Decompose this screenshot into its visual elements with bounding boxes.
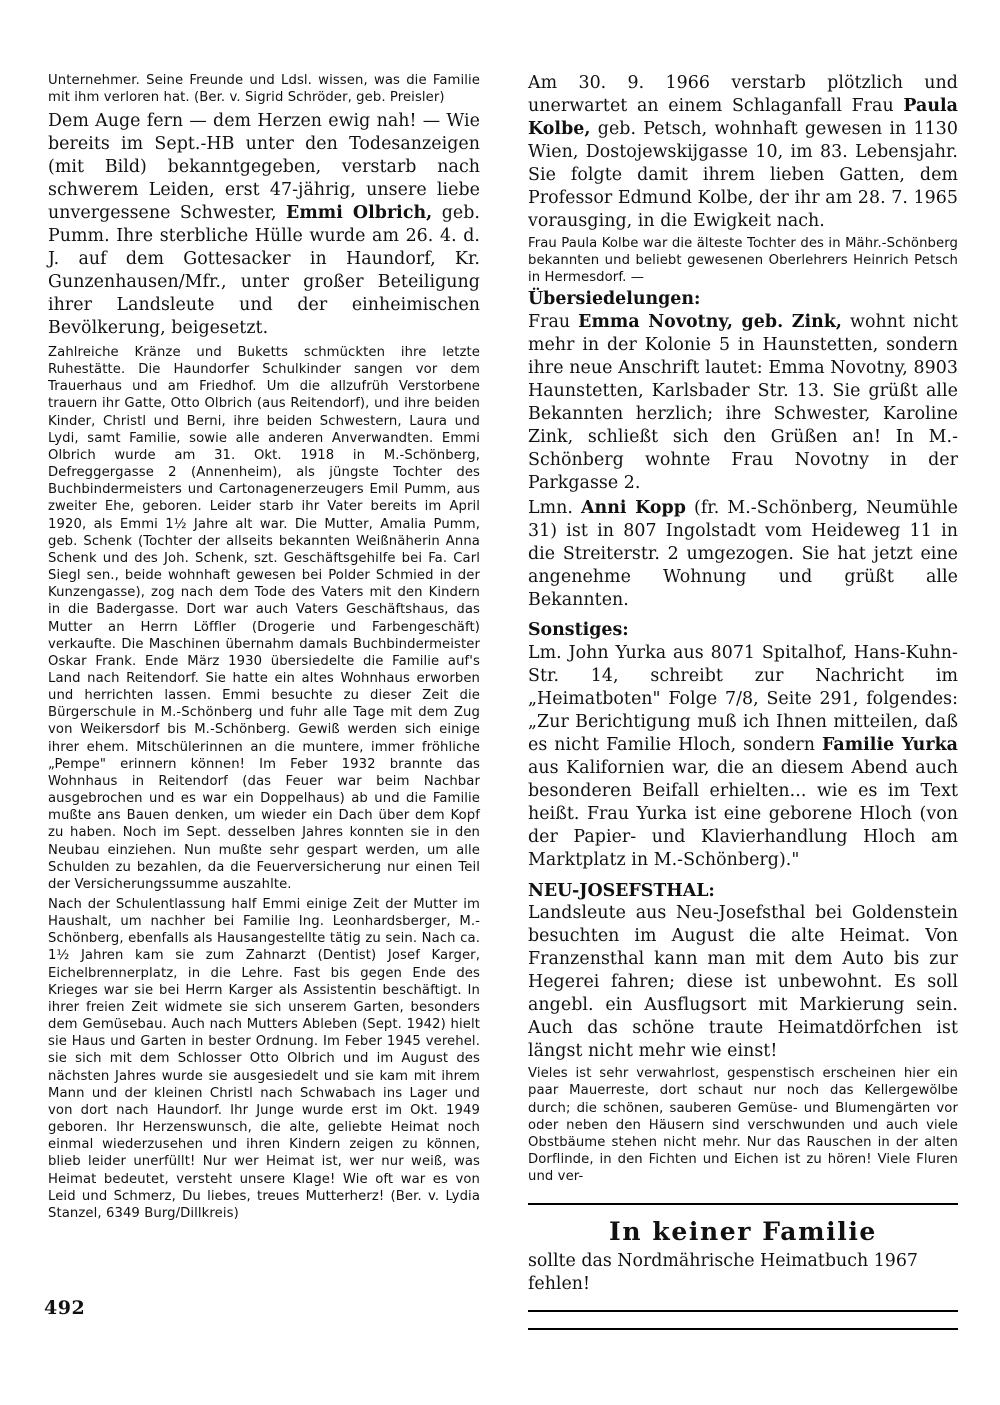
page-number: 492 [44, 1297, 86, 1319]
paragraph-r2: Frau Paula Kolbe war die älteste Tochter des in Mähr.-Schönberg bekannten und beliebt gewesenen Oberlehrers Heinrich Petsch in Hermesdorf. — [528, 235, 958, 286]
entry-anni-kopp: Lmn. Anni Kopp (fr. M.-Schönberg, Neumühle 31) ist in 807 Ingolstadt vom Heideweg 11 in die Streiterstr. 2 umgezogen. Sie hat jetzt eine angenehme Wohnung und grüßt alle Bekannten. [528, 497, 958, 610]
advert-title: In keiner Familie [609, 1217, 877, 1247]
right-column [528, 72, 958, 1330]
section-heading-uebersiedelungen: Übersiedelungen: [528, 289, 701, 310]
section-heading-sonstiges: Sonstiges: [528, 620, 629, 641]
paragraph-b3: Zahlreiche Kränze und Buketts schmückten ihre letzte Ruhestätte. Die Haundorfer Schulkinder sangen vor dem Trauerhaus und am Friedhof. Um die allzufrüh Verstorbene trauern ihr Gatte, Otto Olbrich (aus Reitendorf), und ihre beiden Kinder, Christl und Berni, ihre beiden Schwestern, Laura und Lydi, samt Familie, sowie alle anderen Anverwandten. Emmi Olbrich wurde am 31. Okt. 1918 in M.-Schönberg, Defreggergasse 2 (Annenheim), als jüngste Tochter des Buchbindermeisters und Cartonagenerzeugers Emil Pumm, aus zweiter Ehe, geboren. Leider starb ihr Vater bereits im April 1920, als Emmi 1½ Jahre alt war. Die Mutter, Amalia Pumm, geb. Schenk (Tochter der allseits bekannten Weißnäherin Anna Schenk und des Joh. Schenk, szt. Geschäftsgehilfe bei Fa. Carl Siegl sen., beide wohnhaft gewesen bei Polder Schmied in der Kunzengasse), zog nach dem Tode des Vaters mit den Kindern in die Badergasse. Dort war auch Vaters Geschäftshaus, das Mutter an Herrn Löffler (Drogerie und Farbengeschäft) verkaufte. Die Maschinen übernahm damals Buchbindermeister Oskar Frank. Ende März 1930 übersiedelte die Familie auf's Land nach Reitendorf. Sie hatte ein altes Wohnhaus erworben und herrichten lassen. Emmi besuchte zu dieser Zeit die Bürgerschule in M.-Schönberg und fuhr alle Tage mit dem Zug von Weikersdorf bis M.-Schönberg. Gewiß werden sich einige ihrer ehem. Mitschülerinnen an die muntere, immer fröhliche „Pempe" erinnern können! Im Feber 1932 brannte das Wohnhaus in Reitendorf (das Feuer war beim Nachbar ausgebrochen und es war ein Doppelhaus) ab und die Familie mußte ans Bauen denken, um wieder ein Dach über dem Kopf zu haben. Noch im Sept. desselben Jahres konnten sie in den Neubau einziehen. Nun mußte sehr gespart werden, um alle Schulden zu bezahlen, da die Feuerversicherung nur einen Teil der Versicherungssumme auszahlte. [48, 345, 480, 892]
obituary-paula-kolbe: Am 30. 9. 1966 verstarb plötzlich und unerwartet an einem Schlaganfall Frau Paula Kolbe, geb. Petsch, wohnhaft gewesen in 1130 Wien, Dostojewskijgasse 10, im 83. Lebensjahr. Sie folgte damit ihrem lieben Gatten, dem Professor Edmund Kolbe, der ihr am 28. 7. 1965 vorausging, in die Ewigkeit nach. [528, 73, 958, 231]
advert-body: sollte das Nordmährische Heimatbuch 1967 fehlen! [528, 1251, 918, 1295]
paragraph-b4: Nach der Schulentlassung half Emmi einige Zeit der Mutter im Haushalt, um nachher bei Familie Ing. Leonhardsberger, M.-Schönberg, ebenfalls als Hausangestellte tätig zu sein. Nach ca. 1½ Jahren kam sie zum Zahnarzt (Dentist) Josef Karger, Eichelbrennerplatz, in die Lehre. Fast bis gegen Ende des Krieges war sie bei Herrn Karger als Assistentin beschäftigt. In ihrer freien Zeit widmete sie sich unserem Garten, besonders dem Gemüsebau. Auch nach Mutters Ableben (Sept. 1942) hielt sie Haus und Garten in bester Ordnung. Im Feber 1945 verehel. sie sich mit dem Schlosser Otto Olbrich und im August des nächsten Jahres wurde sie ausgesiedelt und sie kam mit ihrem Mann und der kleinen Christl nach Schwabach ins Lager und von dort nach Haundorf. Ihr Junge wurde erst im Okt. 1949 geboren. Ihr Herzenswunsch, die alte, geliebte Heimat noch einmal wiederzusehen und ihren Kindern zeigen zu können, blieb leider unerfüllt! Nur wer Heimat ist, wer nur weiß, was Heimat bedeutet, versteht unsere Klage! Wie oft war es von Leid und Schmerz, Du liebes, treues Mutterherz! (Ber. v. Lydia Stanzel, 6349 Burg/Dillkreis) [48, 897, 480, 1221]
obituary-emmi-olbrich: Dem Auge fern — dem Herzen ewig nah! — Wie bereits im Sept.-HB unter den Todesanzeigen (mit Bild) bekanntgegeben, verstarb nach schwerem Leiden, erst 47-jährig, unsere liebe unvergessene Schwester, Emmi Olbrich, geb. Pumm. Ihre sterbliche Hülle wurde am 26. 4. d. J. auf dem Gottesacker in Haundorf, Kr. Gunzenhausen/Mfr., unter großer Beteiligung ihrer Landsleute und der einheimischen Bevölkerung, beigesetzt. [48, 111, 480, 339]
two-column-layout [48, 72, 958, 1330]
left-column [48, 72, 480, 1330]
entry-neu-josefsthal: Landsleute aus Neu-Josefsthal bei Goldenstein besuchten im August die alte Heimat. Von Franzensthal kann man mit dem Auto bis zur Hegerei fahren; diese ist unbewohnt. Es soll angebl. ein Ausflugsort mit Markierung sein. Auch das schöne traute Heimatdörfchen ist längst nicht mehr wie einst! [528, 903, 958, 1062]
advertisement-heimatbuch [528, 1203, 958, 1312]
paragraph-r10: Vieles ist sehr verwahrlost, gespenstisch erscheinen hier ein paar Mauerreste, dort schaut nur noch das Kellergewölbe durch; die schönen, sauberen Gemüse- und Blumengärten vor oder neben den Häusern sind verschwunden und auch viele Obstbäume stehen nicht mehr. Nur das Rauschen in der alten Dorflinde, in den Fichten und Eichen ist zu hören! Viele Fluren und ver- [528, 1066, 958, 1185]
entry-emma-novotny: Frau Emma Novotny, geb. Zink, wohnt nicht mehr in der Kolonie 5 in Haunstetten, sondern ihre neue Anschrift lautet: Emma Novotny, 8903 Haunstetten, Karlsbader Str. 13. Sie grüßt alle Bekannten herzlich; ihre Schwester, Karoline Zink, schließt sich den Grüßen an! In M.-Schönberg wohnte Frau Novotny in der Parkgasse 2. [528, 311, 958, 493]
advert-bottom-rule [528, 1328, 958, 1330]
section-heading-neu-josefsthal: NEU-JOSEFSTHAL: [528, 880, 715, 901]
paragraph-b1: Unternehmer. Seine Freunde und Ldsl. wissen, was die Familie mit ihm verloren hat. (Ber. v. Sigrid Schröder, geb. Preisler) [48, 73, 480, 106]
entry-john-yurka: Lm. John Yurka aus 8071 Spitalhof, Hans-Kuhn-Str. 14, schreibt zur Nachricht im „Heimatboten" Folge 7/8, Seite 291, folgendes: „Zur Berichtigung muß ich Ihnen mitteilen, daß es nicht Familie Hloch, sondern Familie Yurka aus Kalifornien war, die an diesem Abend auch besonderen Beifall erhielten... wie es im Text heißt. Frau Yurka ist eine geborene Hloch (von der Papier- und Klavierhandlung Hloch am Marktplatz in M.-Schönberg)." [528, 643, 958, 870]
